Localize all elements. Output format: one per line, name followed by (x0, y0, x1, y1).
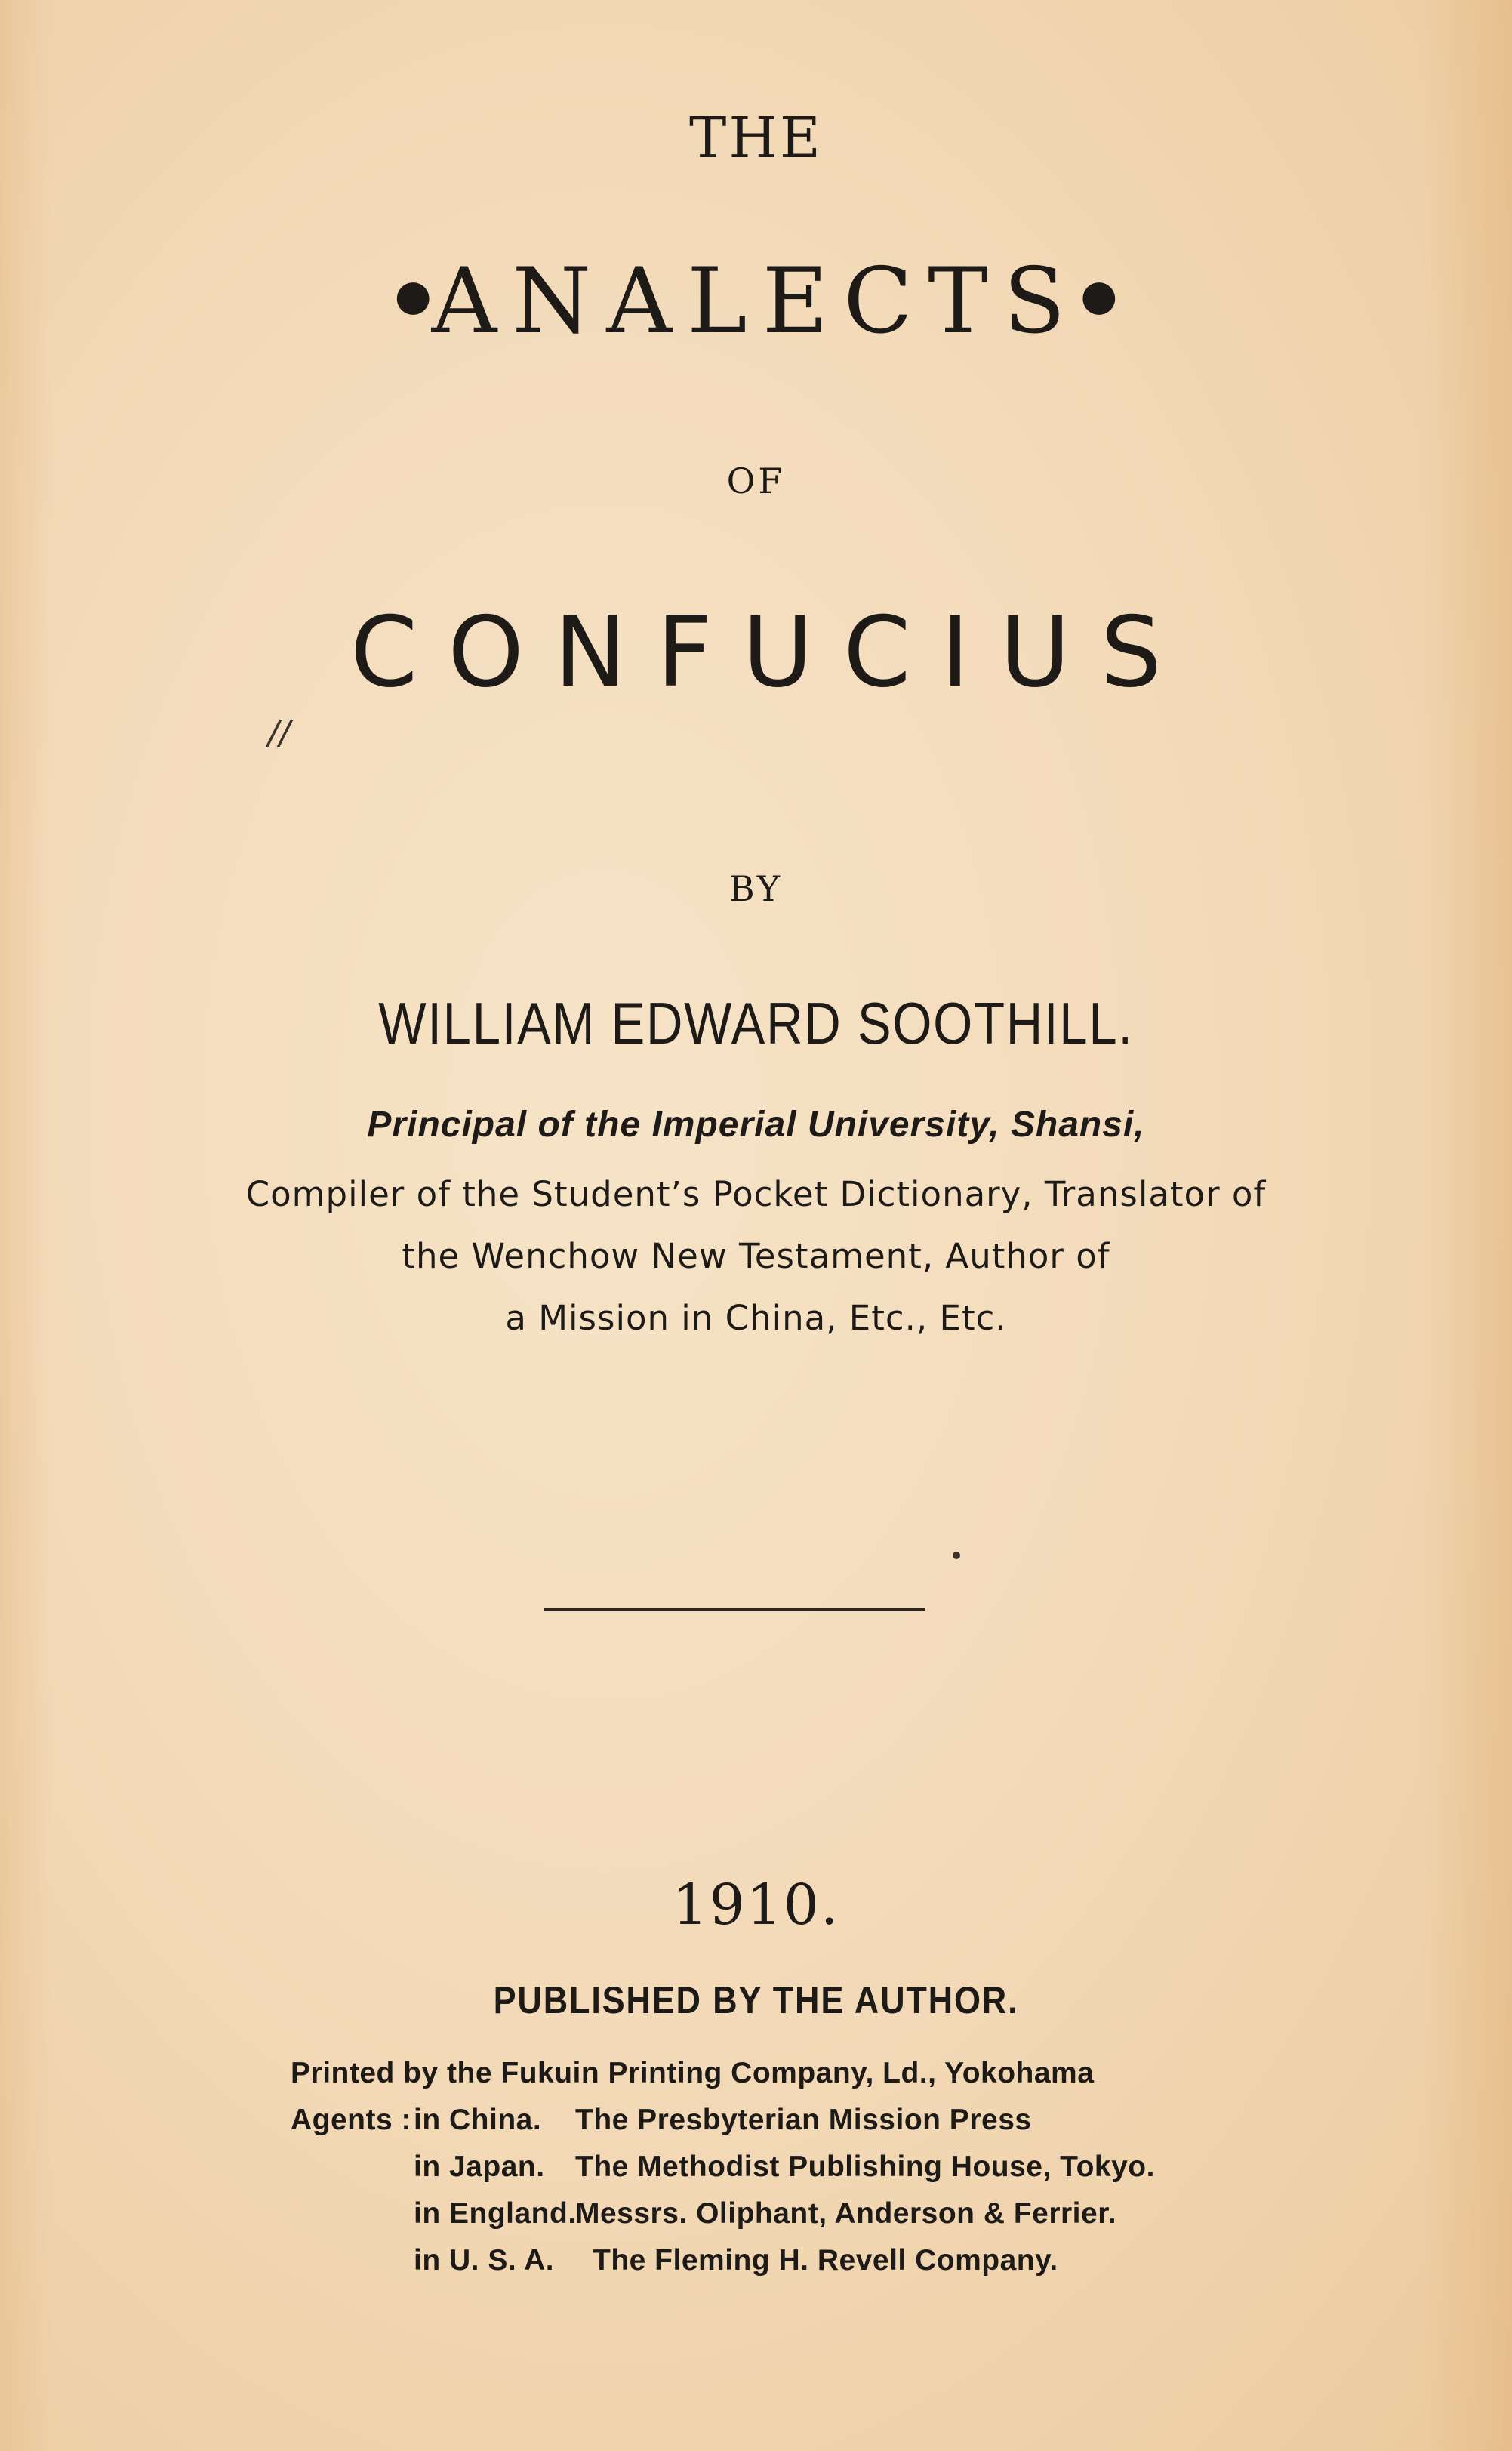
title-confucius: CONFUCIUS (350, 597, 1193, 709)
author-title: Principal of the Imperial University, Shansi, (367, 1105, 1145, 1145)
title-analects: ANALECTS (431, 249, 1081, 354)
page-edge-shadow-right (1421, 0, 1512, 2451)
title-of: OF (726, 461, 786, 501)
ornament-dot-left: ● (394, 271, 432, 320)
agent-name: The Presbyterian Mission Press (575, 2104, 1032, 2136)
ornament-dot-right: ● (1080, 271, 1118, 320)
publication-year: 1910. (672, 1873, 840, 1938)
agent-name: Messrs. Oliphant, Anderson & Ferrier. (575, 2197, 1117, 2230)
byline-by: BY (728, 868, 784, 909)
agent-region: in England. (414, 2197, 577, 2230)
author-credit-line: a Mission in China, Etc., Etc. (505, 1298, 1007, 1338)
agent-name: The Fleming H. Revell Company. (593, 2244, 1058, 2277)
agents-label: Agents : (291, 2104, 411, 2136)
horizontal-rule (544, 1608, 925, 1611)
page-edge-shadow-left (0, 0, 53, 2451)
agent-name: The Methodist Publishing House, Tokyo. (575, 2150, 1155, 2183)
handwritten-mark: // (268, 714, 291, 752)
author-credit-line: the Wenchow New Testament, Author of (402, 1236, 1110, 1276)
author-name: WILLIAM EDWARD SOOTHILL. (378, 990, 1134, 1056)
agent-region: in U. S. A. (414, 2244, 555, 2277)
ink-speck (953, 1552, 960, 1559)
author-credit-line: Compiler of the Student’s Pocket Dictionary, Translator of (245, 1174, 1267, 1214)
publisher-line: PUBLISHED BY THE AUTHOR. (493, 1979, 1019, 2021)
title-analects-line (0, 249, 1512, 354)
agent-region: in Japan. (414, 2150, 545, 2183)
agent-region: in China. (414, 2104, 542, 2136)
printer-line: Printed by the Fukuin Printing Company, Ld., Yokohama (291, 2057, 1095, 2089)
title-the: THE (689, 106, 823, 171)
